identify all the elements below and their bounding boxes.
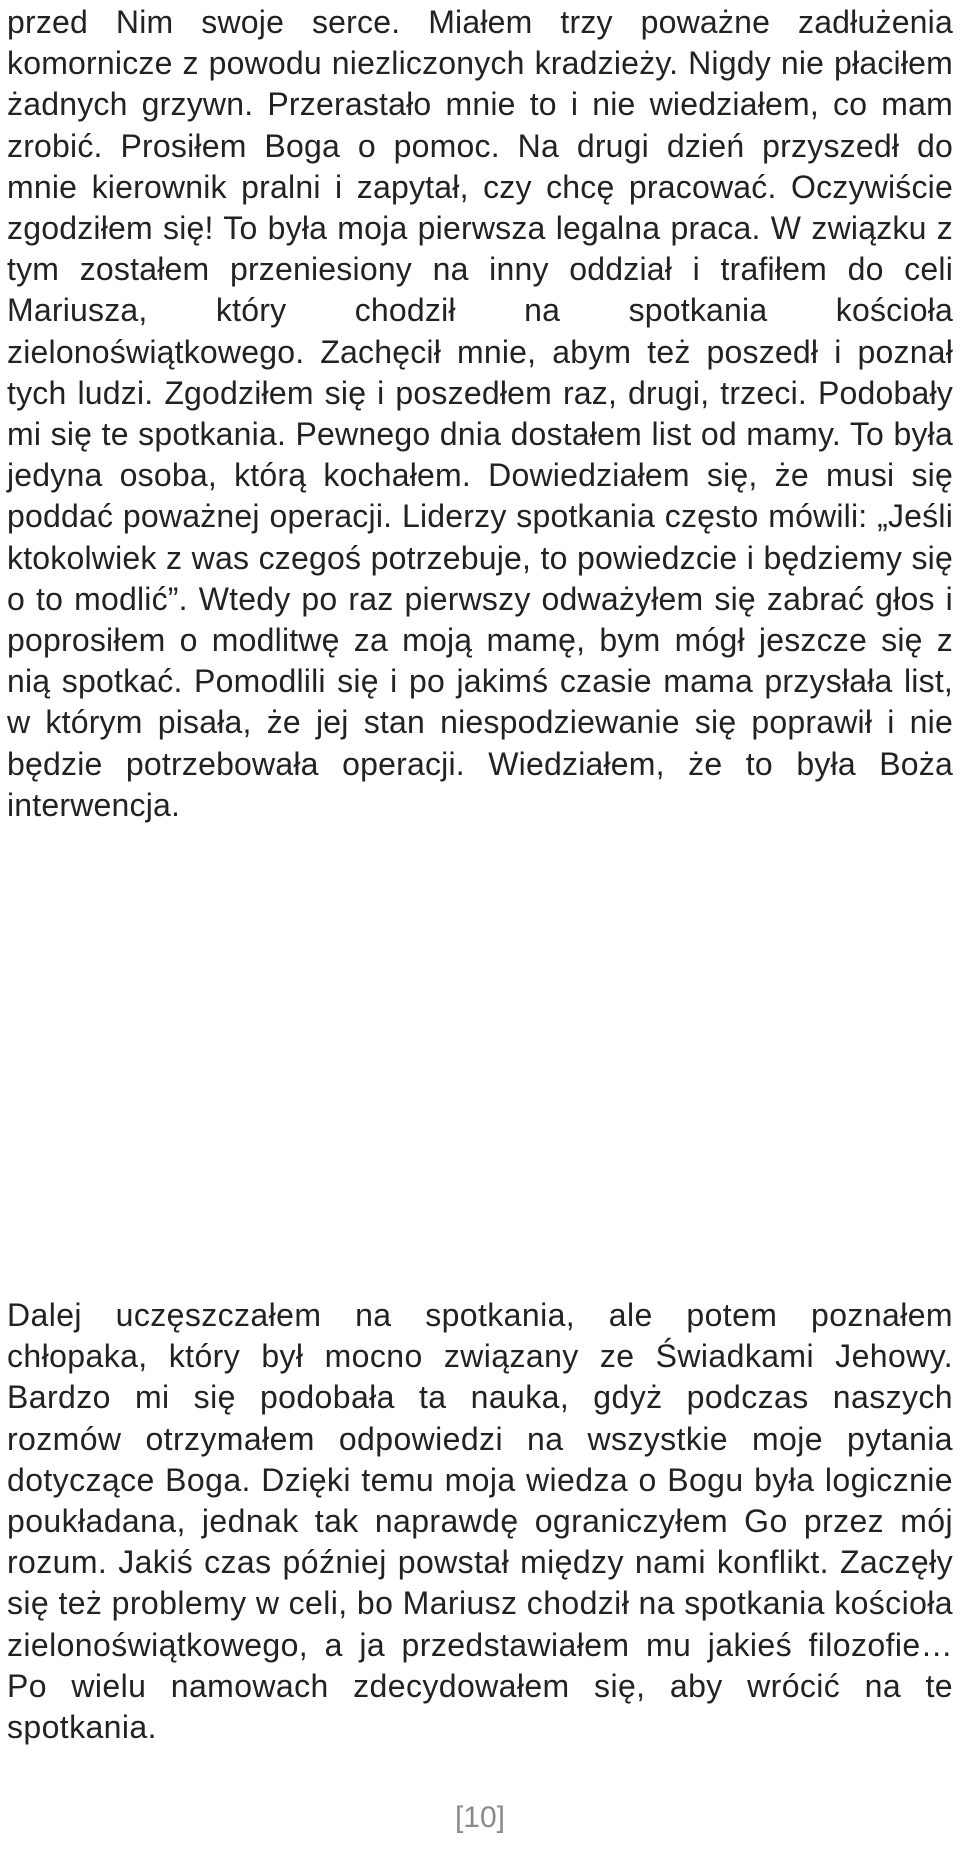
- body-paragraph-2: Dalej uczęszczałem na spotkania, ale potem poznałem chłopaka, który był mocno związany ze Świadkami Jehowy. Bardzo mi się podobała ta nauka, gdyż podczas naszych rozmów otrzymałem odpowiedzi na wszystkie moje pytania dotyczące Boga. Dzięki temu moja wiedza o Bogu była logicznie poukładana, jednak tak naprawdę ograniczyłem Go przez mój rozum. Jakiś czas później powstał między nami konflikt. Zaczęły się też problemy w celi, bo Mariusz chodził na spotkania kościoła zielonoświątkowego, a ja przedstawiałem mu jakieś filozofie… Po wielu namowach zdecydowałem się, aby wrócić na te spotkania.: [7, 1297, 953, 1746]
- page-number: [10]: [454, 1801, 506, 1834]
- body-paragraph-1: przed Nim swoje serce. Miałem trzy poważne zadłużenia komornicze z powodu niezliczonych kradzieży. Nigdy nie płaciłem żadnych grzywn. Przerastało mnie to i nie wiedziałem, co mam zrobić. Prosiłem Boga o pomoc. Na drugi dzień przyszedł do mnie kierownik pralni i zapytał, czy chcę pracować. Oczywiście zgodziłem się! To była moja pierwsza legalna praca. W związku z tym zostałem przeniesiony na inny oddział i trafiłem do celi Mariusza, który chodził na spotkania kościoła zielonoświątkowego. Zachęcił mnie, abym też poszedł i poznał tych ludzi. Zgodziłem się i poszedłem raz, drugi, trzeci. Podobały mi się te spotkania. Pewnego dnia dostałem list od mamy. To była jedyna osoba, którą kochałem. Dowiedziałem się, że musi się poddać poważnej operacji. Liderzy spotkania często mówili: „Jeśli ktokolwiek z was czegoś potrzebuje, to powiedzcie i będziemy się o to modlić”. Wtedy po raz pierwszy odważyłem się zabrać głos i poprosiłem o modlitwę za moją mamę, bym mógł jeszcze się z nią spotkać. Pomodlili się i po jakimś czasie mama przysłała list, w którym pisała, że jej stan niespodziewanie się poprawił i nie będzie potrzebowała operacji. Wiedziałem, że to była Boża interwencja.: [7, 4, 953, 823]
